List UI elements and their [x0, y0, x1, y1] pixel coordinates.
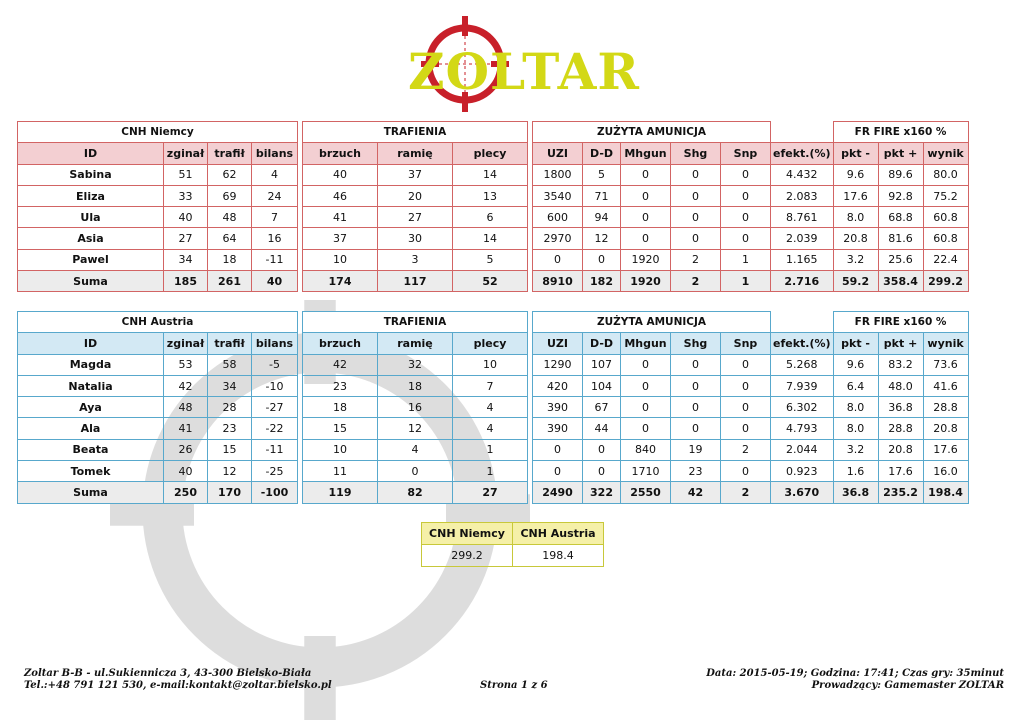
- table-row-cell: 0.923: [771, 461, 834, 482]
- table-row-cell: 840: [621, 439, 671, 460]
- table-row: [18, 397, 969, 418]
- sum-row-cell: -100: [252, 482, 298, 503]
- summary-header-2: CNH Austria: [513, 523, 604, 545]
- table-row-cell: 12: [208, 461, 252, 482]
- table-row-cell: 10: [303, 439, 378, 460]
- table-row-cell: 12: [583, 228, 621, 249]
- table-row-cell: 15: [208, 439, 252, 460]
- table-row-cell: 0: [621, 418, 671, 439]
- table-row: [18, 207, 969, 228]
- table-row-cell: Tomek: [18, 461, 164, 482]
- table-row-cell: Aya: [18, 397, 164, 418]
- header-row-cell: Snp: [721, 333, 771, 354]
- header-row-cell: plecy: [453, 143, 528, 164]
- header-row-cell: trafił: [208, 333, 252, 354]
- sum-row-cell: 82: [378, 482, 453, 503]
- header-row-cell: UZI: [533, 333, 583, 354]
- table-row-cell: 42: [164, 375, 208, 396]
- table-row-cell: 62: [208, 164, 252, 185]
- sum-row-cell: 59.2: [833, 271, 878, 292]
- table-row-cell: 24: [252, 185, 298, 206]
- sum-row-cell: 198.4: [923, 482, 968, 503]
- sum-row-cell: 1: [721, 271, 771, 292]
- table-row-cell: 9.6: [833, 354, 878, 375]
- header-row-cell: pkt +: [878, 333, 923, 354]
- table-row-cell: 1290: [533, 354, 583, 375]
- table-row-cell: -10: [252, 375, 298, 396]
- table-row-cell: 19: [671, 439, 721, 460]
- table-row-cell: 0: [533, 439, 583, 460]
- sum-row-cell: 42: [671, 482, 721, 503]
- table-row-cell: 0: [671, 164, 721, 185]
- table-row-cell: 92.8: [878, 185, 923, 206]
- sum-row-cell: 170: [208, 482, 252, 503]
- table-row: [18, 375, 969, 396]
- sum-row-cell: Suma: [18, 482, 164, 503]
- sum-row-cell: 2.716: [771, 271, 834, 292]
- summary-value-1: 299.2: [422, 545, 513, 567]
- table-row-cell: -11: [252, 249, 298, 270]
- table-row-cell: 36.8: [878, 397, 923, 418]
- table-row-cell: 0: [621, 164, 671, 185]
- table-row-cell: 2.039: [771, 228, 834, 249]
- sum-row-cell: 8910: [533, 271, 583, 292]
- table-row-cell: 0: [721, 228, 771, 249]
- table-row-cell: 26: [164, 439, 208, 460]
- footer-page: Strona 1 z 6: [480, 680, 548, 691]
- table-row-cell: Ula: [18, 207, 164, 228]
- table-row-cell: 17.6: [878, 461, 923, 482]
- header-row-cell: Shg: [671, 333, 721, 354]
- header-row-cell: D-D: [583, 333, 621, 354]
- table-row-cell: 18: [378, 375, 453, 396]
- table-row-cell: 37: [378, 164, 453, 185]
- table-row-cell: 23: [208, 418, 252, 439]
- table-row-cell: 10: [303, 249, 378, 270]
- table-row: [18, 228, 969, 249]
- table-row-cell: 0: [671, 397, 721, 418]
- table-row-cell: 23: [303, 375, 378, 396]
- table-row: [18, 164, 969, 185]
- table-row-cell: 1: [453, 461, 528, 482]
- header-row-cell: UZI: [533, 143, 583, 164]
- table-row-cell: 71: [583, 185, 621, 206]
- table-row-cell: -25: [252, 461, 298, 482]
- sum-row-cell: 27: [453, 482, 528, 503]
- table-row-cell: 89.6: [878, 164, 923, 185]
- header-row-cell: D-D: [583, 143, 621, 164]
- summary-header-1: CNH Niemcy: [422, 523, 513, 545]
- table-row-cell: 600: [533, 207, 583, 228]
- table-row-cell: 4: [378, 439, 453, 460]
- table-row-cell: 0: [378, 461, 453, 482]
- table-row-cell: 23: [671, 461, 721, 482]
- sum-row-cell: 250: [164, 482, 208, 503]
- table-row-cell: 48: [208, 207, 252, 228]
- table-row-cell: 48: [164, 397, 208, 418]
- table-row-cell: 22.4: [923, 249, 968, 270]
- table-row-cell: 0: [621, 185, 671, 206]
- table-row-cell: 1.165: [771, 249, 834, 270]
- table-row-cell: 18: [208, 249, 252, 270]
- table-row-cell: 8.0: [833, 418, 878, 439]
- table-row-cell: 60.8: [923, 207, 968, 228]
- footer-contact: Tel.:+48 791 121 530, e-mail:kontakt@zoltar.bielsko.pl: [24, 680, 332, 691]
- table-row-cell: 4.793: [771, 418, 834, 439]
- table-row-cell: 5.268: [771, 354, 834, 375]
- sum-row-cell: 182: [583, 271, 621, 292]
- table-row-cell: -5: [252, 354, 298, 375]
- table-row: [18, 185, 969, 206]
- header-row: [18, 333, 969, 354]
- header-row-cell: Mhgun: [621, 143, 671, 164]
- table-row-cell: 0: [583, 249, 621, 270]
- table-row: [18, 354, 969, 375]
- header-row-cell: pkt -: [833, 143, 878, 164]
- table-row-cell: Natalia: [18, 375, 164, 396]
- table-row: [18, 249, 969, 270]
- table-row-cell: 18: [303, 397, 378, 418]
- header-row-cell: wynik: [923, 143, 968, 164]
- table-row-cell: 0: [721, 418, 771, 439]
- table-row-cell: 0: [721, 164, 771, 185]
- table-row-cell: 16: [252, 228, 298, 249]
- sum-row-cell: 2490: [533, 482, 583, 503]
- table-row-cell: 390: [533, 418, 583, 439]
- team-table-niemcy: [17, 121, 969, 292]
- sum-row-cell: 2550: [621, 482, 671, 503]
- table-row-cell: 28: [208, 397, 252, 418]
- sum-row: [18, 271, 969, 292]
- sum-row-cell: Suma: [18, 271, 164, 292]
- table-row-cell: 1920: [621, 249, 671, 270]
- table-row-cell: 28.8: [878, 418, 923, 439]
- sum-row-cell: 185: [164, 271, 208, 292]
- table-row-cell: 7: [252, 207, 298, 228]
- table-row-cell: 25.6: [878, 249, 923, 270]
- header-row-cell: brzuch: [303, 333, 378, 354]
- table-row-cell: -22: [252, 418, 298, 439]
- caption-amunicja: ZUŻYTA AMUNICJA: [533, 312, 771, 333]
- table-row-cell: 68.8: [878, 207, 923, 228]
- header-row-cell: Mhgun: [621, 333, 671, 354]
- table-row-cell: 0: [721, 354, 771, 375]
- table-row-cell: 6: [453, 207, 528, 228]
- table-row-cell: 0: [721, 207, 771, 228]
- table-row-cell: 0: [671, 375, 721, 396]
- table-row-cell: 0: [671, 228, 721, 249]
- caption-trafienia: TRAFIENIA: [303, 312, 528, 333]
- zoltar-logo: [400, 14, 640, 114]
- team-table-austria: [17, 311, 969, 504]
- table-row-cell: 11: [303, 461, 378, 482]
- table-row-cell: 14: [453, 228, 528, 249]
- table-row-cell: 7: [453, 375, 528, 396]
- table-row-cell: Asia: [18, 228, 164, 249]
- table-row-cell: 40: [303, 164, 378, 185]
- table-row-cell: 53: [164, 354, 208, 375]
- header-row-cell: plecy: [453, 333, 528, 354]
- table-row-cell: 94: [583, 207, 621, 228]
- table-row-cell: 0: [671, 354, 721, 375]
- header-row-cell: ID: [18, 143, 164, 164]
- header-row-cell: ID: [18, 333, 164, 354]
- header-row-cell: pkt -: [833, 333, 878, 354]
- table-row-cell: 0: [721, 461, 771, 482]
- table-row-cell: 2.083: [771, 185, 834, 206]
- table-row-cell: 0: [621, 207, 671, 228]
- table-row-cell: 13: [453, 185, 528, 206]
- table-row: [18, 461, 969, 482]
- header-row-cell: Shg: [671, 143, 721, 164]
- table-row: [18, 418, 969, 439]
- table-row-cell: 17.6: [923, 439, 968, 460]
- header-row-cell: zginał: [164, 333, 208, 354]
- caption-blank: [771, 312, 834, 333]
- table-row-cell: 12: [378, 418, 453, 439]
- table-row-cell: -27: [252, 397, 298, 418]
- footer-datetime: Data: 2015-05-19; Godzina: 17:41; Czas gry: 35minut: [706, 668, 1004, 679]
- header-row-cell: wynik: [923, 333, 968, 354]
- table-row-cell: 0: [621, 375, 671, 396]
- sum-row: [18, 482, 969, 503]
- table-row-cell: 46: [303, 185, 378, 206]
- caption-amunicja: ZUŻYTA AMUNICJA: [533, 122, 771, 143]
- table-row-cell: 0: [533, 461, 583, 482]
- table-row-cell: 1710: [621, 461, 671, 482]
- table-row-cell: 9.6: [833, 164, 878, 185]
- header-row-cell: trafił: [208, 143, 252, 164]
- table-row-cell: 41: [164, 418, 208, 439]
- table-row-cell: 4: [453, 418, 528, 439]
- table-row-cell: 41.6: [923, 375, 968, 396]
- table-row-cell: 34: [208, 375, 252, 396]
- table-row-cell: 10: [453, 354, 528, 375]
- caption-fr-fire: FR FIRE x160 %: [833, 122, 968, 143]
- table-row-cell: 75.2: [923, 185, 968, 206]
- sum-row-cell: 117: [378, 271, 453, 292]
- header-row-cell: pkt +: [878, 143, 923, 164]
- table-row-cell: 40: [164, 207, 208, 228]
- table-row-cell: 44: [583, 418, 621, 439]
- table-row-cell: 1.6: [833, 461, 878, 482]
- header-row-cell: Snp: [721, 143, 771, 164]
- table-row-cell: Sabina: [18, 164, 164, 185]
- table-row-cell: 6.302: [771, 397, 834, 418]
- caption-trafienia: TRAFIENIA: [303, 122, 528, 143]
- table-row-cell: 0: [671, 207, 721, 228]
- sum-row-cell: 119: [303, 482, 378, 503]
- table-row-cell: 58: [208, 354, 252, 375]
- sum-row-cell: 3.670: [771, 482, 834, 503]
- header-row-cell: efekt.(%): [771, 143, 834, 164]
- table-row-cell: 17.6: [833, 185, 878, 206]
- caption-team: CNH Niemcy: [18, 122, 298, 143]
- table-row-cell: 20.8: [833, 228, 878, 249]
- table-row-cell: 8.0: [833, 397, 878, 418]
- table-row-cell: Magda: [18, 354, 164, 375]
- table-row-cell: 8.0: [833, 207, 878, 228]
- header-row-cell: bilans: [252, 333, 298, 354]
- table-row-cell: 0: [671, 418, 721, 439]
- table-row-cell: 0: [671, 185, 721, 206]
- table-row-cell: 20: [378, 185, 453, 206]
- logo-text: ZOLTAR: [408, 42, 640, 101]
- table-row-cell: 67: [583, 397, 621, 418]
- sum-row-cell: 299.2: [923, 271, 968, 292]
- table-row-cell: 3.2: [833, 249, 878, 270]
- table-row-cell: 0: [583, 439, 621, 460]
- header-row-cell: efekt.(%): [771, 333, 834, 354]
- sum-row-cell: 2: [721, 482, 771, 503]
- table-row-cell: 0: [721, 185, 771, 206]
- table-row-cell: Pawel: [18, 249, 164, 270]
- summary-value-2: 198.4: [513, 545, 604, 567]
- table-row-cell: 80.0: [923, 164, 968, 185]
- table-row-cell: 27: [164, 228, 208, 249]
- footer-host: Prowadzący: Gamemaster ZOLTAR: [811, 680, 1004, 691]
- table-row-cell: 60.8: [923, 228, 968, 249]
- table-row-cell: 3540: [533, 185, 583, 206]
- table-row-cell: 1800: [533, 164, 583, 185]
- table-row-cell: 15: [303, 418, 378, 439]
- table-row-cell: 34: [164, 249, 208, 270]
- header-row-cell: bilans: [252, 143, 298, 164]
- table-row-cell: 2970: [533, 228, 583, 249]
- table-row-cell: 14: [453, 164, 528, 185]
- table-row-cell: 0: [721, 397, 771, 418]
- caption-blank: [771, 122, 834, 143]
- table-row-cell: 28.8: [923, 397, 968, 418]
- summary-table: [421, 522, 604, 567]
- table-row-cell: 7.939: [771, 375, 834, 396]
- table-row-cell: 420: [533, 375, 583, 396]
- table-row-cell: 0: [621, 354, 671, 375]
- table-row-cell: 0: [621, 228, 671, 249]
- table-row-cell: 0: [583, 461, 621, 482]
- sum-row-cell: 358.4: [878, 271, 923, 292]
- table-row-cell: 2: [671, 249, 721, 270]
- table-row-cell: 6.4: [833, 375, 878, 396]
- table-row-cell: 73.6: [923, 354, 968, 375]
- table-row-cell: 3: [378, 249, 453, 270]
- sum-row-cell: 1920: [621, 271, 671, 292]
- table-row-cell: 83.2: [878, 354, 923, 375]
- header-row-cell: brzuch: [303, 143, 378, 164]
- header-row-cell: zginał: [164, 143, 208, 164]
- table-row-cell: Beata: [18, 439, 164, 460]
- table-row-cell: 41: [303, 207, 378, 228]
- table-row-cell: 16.0: [923, 461, 968, 482]
- table-row-cell: 1: [453, 439, 528, 460]
- table-row-cell: 27: [378, 207, 453, 228]
- header-row-cell: ramię: [378, 333, 453, 354]
- table-row-cell: 64: [208, 228, 252, 249]
- table-row-cell: 30: [378, 228, 453, 249]
- table-row-cell: 48.0: [878, 375, 923, 396]
- table-row-cell: 107: [583, 354, 621, 375]
- table-row-cell: 81.6: [878, 228, 923, 249]
- sum-row-cell: 322: [583, 482, 621, 503]
- header-row: [18, 143, 969, 164]
- table-row-cell: 40: [164, 461, 208, 482]
- table-row-cell: 20.8: [878, 439, 923, 460]
- table-row-cell: 42: [303, 354, 378, 375]
- table-row-cell: 104: [583, 375, 621, 396]
- table-row-cell: 8.761: [771, 207, 834, 228]
- table-row-cell: 0: [621, 397, 671, 418]
- caption-team: CNH Austria: [18, 312, 298, 333]
- sum-row-cell: 235.2: [878, 482, 923, 503]
- table-row-cell: 3.2: [833, 439, 878, 460]
- sum-row-cell: 52: [453, 271, 528, 292]
- table-row-cell: 0: [721, 375, 771, 396]
- table-row-cell: 5: [453, 249, 528, 270]
- table-row-cell: 5: [583, 164, 621, 185]
- table-row-cell: 390: [533, 397, 583, 418]
- table-row-cell: 2: [721, 439, 771, 460]
- header-row-cell: ramię: [378, 143, 453, 164]
- table-row-cell: -11: [252, 439, 298, 460]
- table-row-cell: 2.044: [771, 439, 834, 460]
- table-row-cell: 4: [252, 164, 298, 185]
- table-row-cell: 69: [208, 185, 252, 206]
- table-row-cell: 33: [164, 185, 208, 206]
- sum-row-cell: 36.8: [833, 482, 878, 503]
- table-row-cell: 37: [303, 228, 378, 249]
- table-row-cell: 4.432: [771, 164, 834, 185]
- footer-company: Zoltar B-B - ul.Sukiennicza 3, 43-300 Bielsko-Biała: [24, 668, 312, 679]
- table-row-cell: 1: [721, 249, 771, 270]
- sum-row-cell: 2: [671, 271, 721, 292]
- table-row-cell: 51: [164, 164, 208, 185]
- sum-row-cell: 261: [208, 271, 252, 292]
- table-row-cell: 0: [533, 249, 583, 270]
- table-row-cell: 16: [378, 397, 453, 418]
- table-row-cell: 32: [378, 354, 453, 375]
- sum-row-cell: 174: [303, 271, 378, 292]
- table-row-cell: Ala: [18, 418, 164, 439]
- table-row: [18, 439, 969, 460]
- table-row-cell: Eliza: [18, 185, 164, 206]
- table-row-cell: 4: [453, 397, 528, 418]
- caption-fr-fire: FR FIRE x160 %: [833, 312, 968, 333]
- sum-row-cell: 40: [252, 271, 298, 292]
- table-row-cell: 20.8: [923, 418, 968, 439]
